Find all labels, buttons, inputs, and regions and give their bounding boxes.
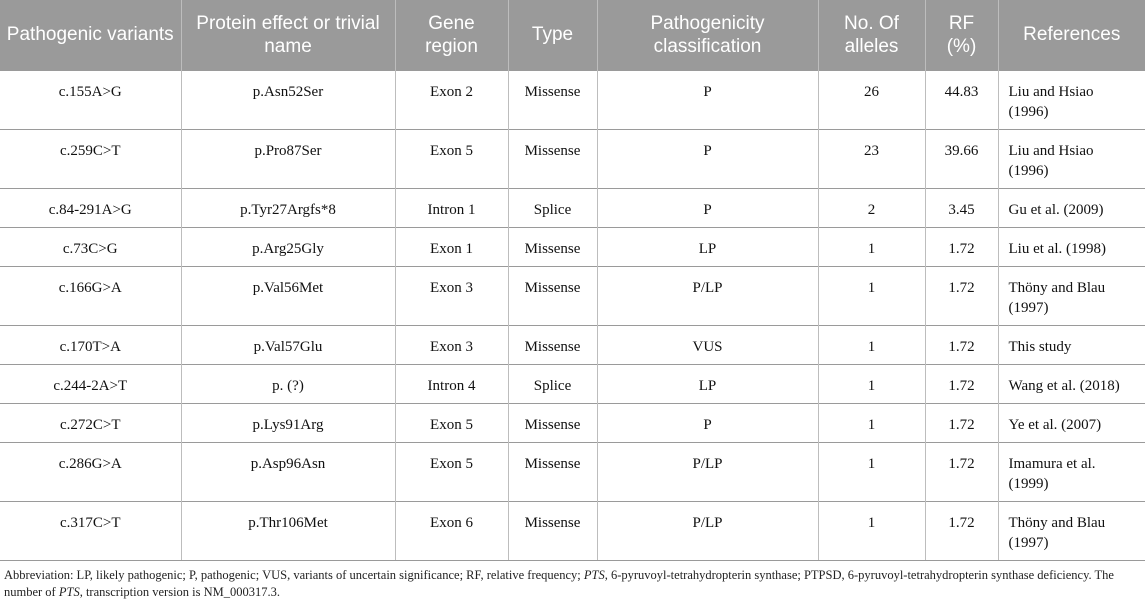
- cell-type: Splice: [508, 364, 597, 403]
- table-row: [0, 325, 1145, 364]
- cell-gene-region: Exon 6: [395, 501, 508, 560]
- cell-classification: P: [597, 188, 818, 227]
- cell-protein-effect: p.Tyr27Argfs*8: [181, 188, 395, 227]
- cell-gene-region: Exon 1: [395, 227, 508, 266]
- cell-alleles: 1: [818, 403, 925, 442]
- cell-type: Missense: [508, 266, 597, 325]
- cell-classification: P/LP: [597, 266, 818, 325]
- cell-protein-effect: p.Val57Glu: [181, 325, 395, 364]
- cell-type: Missense: [508, 325, 597, 364]
- cell-protein-effect: p.Asp96Asn: [181, 442, 395, 501]
- cell-classification: P/LP: [597, 442, 818, 501]
- table-row: [0, 129, 1145, 188]
- cell-reference: This study: [998, 325, 1145, 364]
- header-rf-percent: RF (%): [925, 0, 998, 70]
- header-pathogenic-variants: Pathogenic variants: [0, 0, 181, 70]
- header-gene-region: Gene region: [395, 0, 508, 70]
- cell-reference: Wang et al. (2018): [998, 364, 1145, 403]
- table-row: [0, 364, 1145, 403]
- cell-variant: c.259C>T: [0, 129, 181, 188]
- cell-reference: Thöny and Blau (1997): [998, 266, 1145, 325]
- cell-classification: P: [597, 70, 818, 129]
- cell-reference: Imamura et al. (1999): [998, 442, 1145, 501]
- header-type: Type: [508, 0, 597, 70]
- cell-variant: c.317C>T: [0, 501, 181, 560]
- footnote-gene-name: PTS: [583, 568, 605, 582]
- cell-rf: 44.83: [925, 70, 998, 129]
- footnote-text: , 6-pyruvoyl-tetrahydropterin synthase; PTPSD, 6-pyruvoyl-tetrahydropterin synthase deficiency. The number of: [4, 568, 1114, 599]
- table-row: [0, 70, 1145, 129]
- cell-type: Missense: [508, 129, 597, 188]
- cell-variant: c.155A>G: [0, 70, 181, 129]
- cell-alleles: 26: [818, 70, 925, 129]
- cell-classification: P: [597, 129, 818, 188]
- cell-variant: c.166G>A: [0, 266, 181, 325]
- cell-gene-region: Exon 2: [395, 70, 508, 129]
- cell-variant: c.272C>T: [0, 403, 181, 442]
- cell-classification: LP: [597, 364, 818, 403]
- cell-alleles: 1: [818, 501, 925, 560]
- table-footnote: [4, 567, 1134, 601]
- cell-rf: 1.72: [925, 227, 998, 266]
- cell-rf: 1.72: [925, 364, 998, 403]
- cell-gene-region: Intron 1: [395, 188, 508, 227]
- cell-variant: c.244-2A>T: [0, 364, 181, 403]
- cell-variant: c.286G>A: [0, 442, 181, 501]
- cell-rf: 1.72: [925, 403, 998, 442]
- cell-reference: Liu et al. (1998): [998, 227, 1145, 266]
- cell-type: Splice: [508, 188, 597, 227]
- cell-protein-effect: p. (?): [181, 364, 395, 403]
- cell-alleles: 1: [818, 266, 925, 325]
- cell-classification: VUS: [597, 325, 818, 364]
- cell-gene-region: Exon 5: [395, 442, 508, 501]
- cell-variant: c.170T>A: [0, 325, 181, 364]
- table-row: [0, 188, 1145, 227]
- cell-reference: Thöny and Blau (1997): [998, 501, 1145, 560]
- cell-alleles: 1: [818, 227, 925, 266]
- cell-gene-region: Exon 5: [395, 129, 508, 188]
- footnote-gene-name: PTS: [58, 585, 80, 599]
- cell-variant: c.84-291A>G: [0, 188, 181, 227]
- cell-protein-effect: p.Arg25Gly: [181, 227, 395, 266]
- cell-rf: 1.72: [925, 442, 998, 501]
- cell-alleles: 1: [818, 364, 925, 403]
- cell-type: Missense: [508, 70, 597, 129]
- cell-protein-effect: p.Pro87Ser: [181, 129, 395, 188]
- table-row: [0, 403, 1145, 442]
- table-row: [0, 227, 1145, 266]
- cell-alleles: 2: [818, 188, 925, 227]
- cell-gene-region: Exon 5: [395, 403, 508, 442]
- cell-protein-effect: p.Val56Met: [181, 266, 395, 325]
- cell-rf: 3.45: [925, 188, 998, 227]
- header-pathogenicity-classification: Pathogenicity classification: [597, 0, 818, 70]
- table-row: [0, 442, 1145, 501]
- cell-protein-effect: p.Thr106Met: [181, 501, 395, 560]
- cell-rf: 1.72: [925, 325, 998, 364]
- cell-rf: 1.72: [925, 501, 998, 560]
- cell-protein-effect: p.Asn52Ser: [181, 70, 395, 129]
- cell-reference: Gu et al. (2009): [998, 188, 1145, 227]
- cell-reference: Ye et al. (2007): [998, 403, 1145, 442]
- cell-type: Missense: [508, 403, 597, 442]
- cell-variant: c.73C>G: [0, 227, 181, 266]
- cell-gene-region: Intron 4: [395, 364, 508, 403]
- table-row: [0, 501, 1145, 560]
- cell-gene-region: Exon 3: [395, 266, 508, 325]
- cell-rf: 39.66: [925, 129, 998, 188]
- cell-type: Missense: [508, 442, 597, 501]
- cell-alleles: 1: [818, 442, 925, 501]
- cell-alleles: 1: [818, 325, 925, 364]
- cell-classification: P/LP: [597, 501, 818, 560]
- cell-type: Missense: [508, 227, 597, 266]
- cell-protein-effect: p.Lys91Arg: [181, 403, 395, 442]
- cell-gene-region: Exon 3: [395, 325, 508, 364]
- cell-reference: Liu and Hsiao (1996): [998, 129, 1145, 188]
- cell-classification: LP: [597, 227, 818, 266]
- table-row: [0, 266, 1145, 325]
- cell-rf: 1.72: [925, 266, 998, 325]
- footnote-text: Abbreviation: LP, likely pathogenic; P, pathogenic; VUS, variants of uncertain significance; RF, relative frequency;: [4, 568, 584, 582]
- header-protein-effect: Protein effect or trivial name: [181, 0, 395, 70]
- cell-classification: P: [597, 403, 818, 442]
- cell-alleles: 23: [818, 129, 925, 188]
- cell-reference: Liu and Hsiao (1996): [998, 70, 1145, 129]
- header-row: [0, 0, 1145, 70]
- header-no-of-alleles: No. Of alleles: [818, 0, 925, 70]
- header-references: References: [998, 0, 1145, 70]
- footnote-text: , transcription version is NM_000317.3.: [79, 585, 281, 599]
- cell-type: Missense: [508, 501, 597, 560]
